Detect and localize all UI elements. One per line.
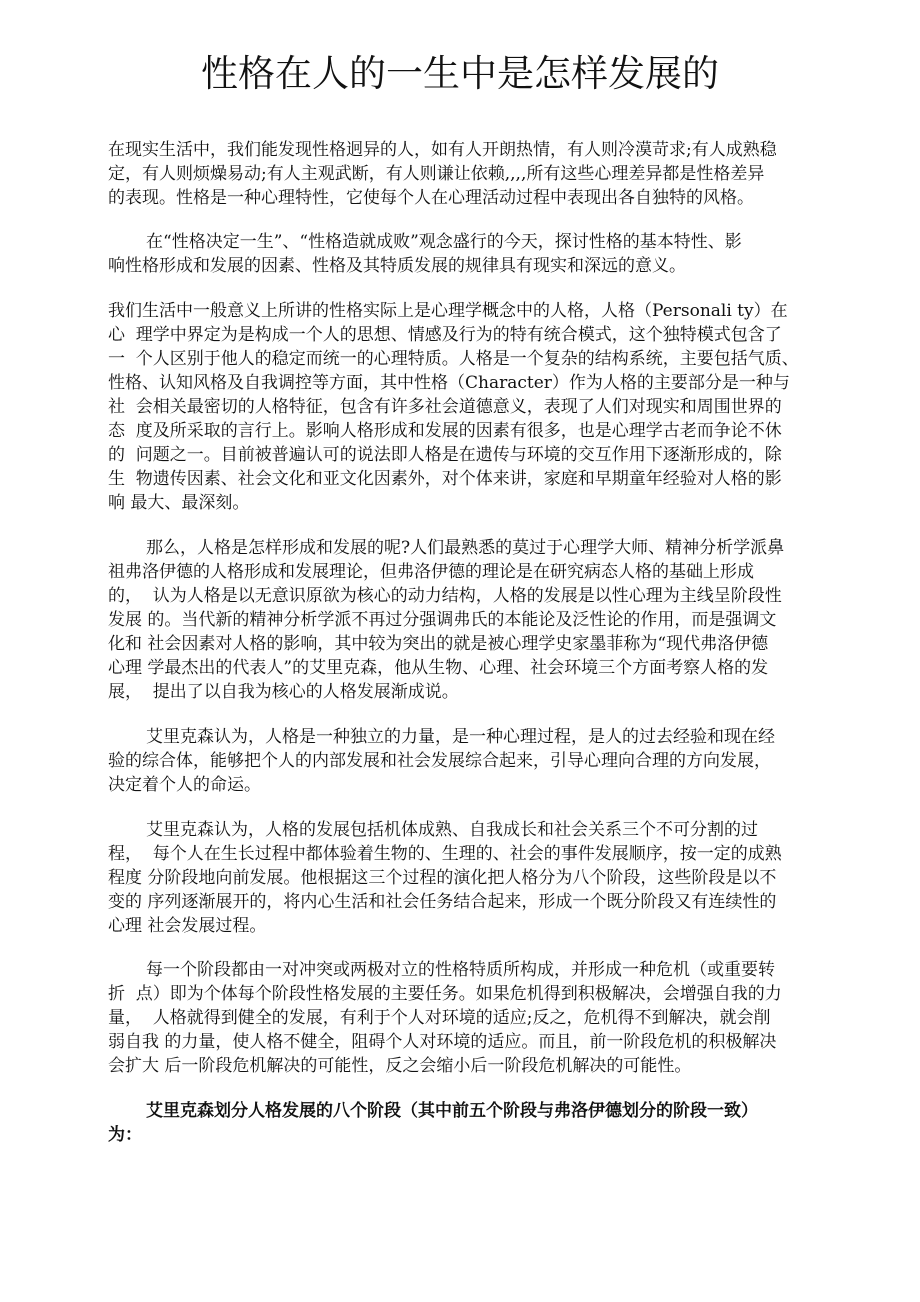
paragraph-4 [108, 536, 848, 704]
paragraph-line: 心理 学最杰出的代表人”的艾里克森，他从生物、心理、社会环境三个方面考察人格的发 [108, 658, 769, 678]
paragraph-line: 在“性格决定一生”、“性格造就成败”观念盛行的今天，探讨性格的基本特性、影 [146, 232, 742, 252]
paragraph-2 [108, 230, 848, 278]
paragraph-line: 艾里克森认为，人格的发展包括机体成熟、自我成长和社会关系三个不可分割的过 [146, 820, 758, 840]
paragraph-line: 的表现。性格是一种心理特性，它使每个人在心理活动过程中表现出各自独特的风格。 [108, 188, 754, 208]
paragraph-line: 每一个阶段都由一对冲突或两极对立的性格特质所构成，并形成一种危机（或重要转 [146, 960, 775, 980]
paragraph-7 [108, 958, 848, 1078]
paragraph-3 [108, 299, 848, 515]
paragraph-line: 在现实生活中，我们能发现性格迥异的人，如有人开朗热情，有人则冷漠苛求;有人成熟稳 [108, 140, 777, 160]
paragraph-line: 化和 社会因素对人格的影响，其中较为突出的就是被心理学史家墨菲称为“现代弗洛伊德 [108, 634, 769, 654]
paragraph-line: 定，有人则烦燥易动;有人主观武断，有人则谦让依赖,,,,所有这些心理差异都是性格差异 [108, 164, 765, 184]
paragraph-8 [108, 1099, 848, 1147]
paragraph-5 [108, 725, 848, 797]
paragraph-line: 生 物遗传因素、社会文化和亚文化因素外，对个体来讲，家庭和早期童年经验对人格的影 [108, 469, 782, 489]
paragraph-line: 的 问题之一。目前被普遍认可的说法即人格是在遗传与环境的交互作用下逐渐形成的，除 [108, 445, 782, 465]
paragraph-line: 折 点）即为个体每个阶段性格发展的主要任务。如果危机得到积极解决，会增强自我的力 [108, 984, 782, 1004]
paragraph-line: 我们生活中一般意义上所讲的性格实际上是心理学概念中的人格，人格（Personali ty）在 [108, 301, 788, 321]
paragraph-line: 验的综合体，能够把个人的内部发展和社会发展综合起来，引导心理向合理的方向发展， [108, 751, 771, 771]
paragraph-6 [108, 818, 848, 938]
paragraph-line: 态 度及所采取的言行上。影响人格形成和发展的因素有很多，也是心理学古老而争论不休 [108, 421, 782, 441]
paragraph-line: 艾里克森划分人格发展的八个阶段（其中前五个阶段与弗洛伊德划分的阶段一致） [146, 1101, 758, 1121]
paragraph-line: 程， 每个人在生长过程中都体验着生物的、生理的、社会的事件发展顺序，按一定的成熟 [108, 844, 782, 864]
paragraph-line: 那么，人格是怎样形成和发展的呢?人们最熟悉的莫过于心理学大师、精神分析学派鼻 [146, 538, 785, 558]
paragraph-line: 艾里克森认为，人格是一种独立的力量，是一种心理过程，是人的过去经验和现在经 [146, 727, 775, 747]
paragraph-line: 程度 分阶段地向前发展。他根据这三个过程的演化把人格分为八个阶段，这些阶段是以不 [108, 868, 777, 888]
page-title: 性格在人的一生中是怎样发展的 [201, 52, 719, 95]
paragraph-line: 展， 提出了以自我为核心的人格发展渐成说。 [108, 682, 459, 702]
paragraph-line: 量， 人格就得到健全的发展，有利于个人对环境的适应;反之，危机得不到解决，就会削 [108, 1008, 771, 1028]
paragraph-line: 响性格形成和发展的因素、性格及其特质发展的规律具有现实和深远的意义。 [108, 256, 686, 276]
paragraph-line: 决定着个人的命运。 [108, 775, 261, 795]
paragraph-line: 变的 序列逐渐展开的，将内心生活和社会任务结合起来，形成一个既分阶段又有连续性的 [108, 892, 777, 912]
paragraph-line: 祖弗洛伊德的人格形成和发展理论，但弗洛伊德的理论是在研究病态人格的基础上形成 [108, 562, 754, 582]
paragraph-line: 为： [108, 1125, 142, 1145]
paragraph-line: 弱自我 的力量，使人格不健全，阻碍个人对环境的适应。而且，前一阶段危机的积极解决 [108, 1032, 777, 1052]
paragraph-line: 心理 社会发展过程。 [108, 916, 267, 936]
paragraph-line: 发展 的。当代新的精神分析学派不再过分强调弗氏的本能论及泛性论的作用，而是强调文 [108, 610, 777, 630]
paragraph-line: 性格、认知风格及自我调控等方面，其中性格（Character）作为人格的主要部分是一种与 [108, 373, 790, 393]
paragraph-line: 社 会相关最密切的人格特征，包含有许多社会道德意义，表现了人们对现实和周围世界的 [108, 397, 782, 417]
paragraph-line: 一 个人区别于他人的稳定而统一的心理特质。人格是一个复杂的结构系统，主要包括气质、 [108, 349, 799, 369]
paragraph-1 [108, 138, 848, 210]
paragraph-line: 的， 认为人格是以无意识原欲为核心的动力结构，人格的发展是以性心理为主线呈阶段性 [108, 586, 782, 606]
paragraph-line: 会扩大 后一阶段危机解决的可能性，反之会缩小后一阶段危机解决的可能性。 [108, 1056, 692, 1076]
paragraph-line: 响 最大、最深刻。 [108, 493, 250, 513]
paragraph-line: 心 理学中界定为是构成一个人的思想、情感及行为的特有统合模式，这个独特模式包含了 [108, 325, 782, 345]
